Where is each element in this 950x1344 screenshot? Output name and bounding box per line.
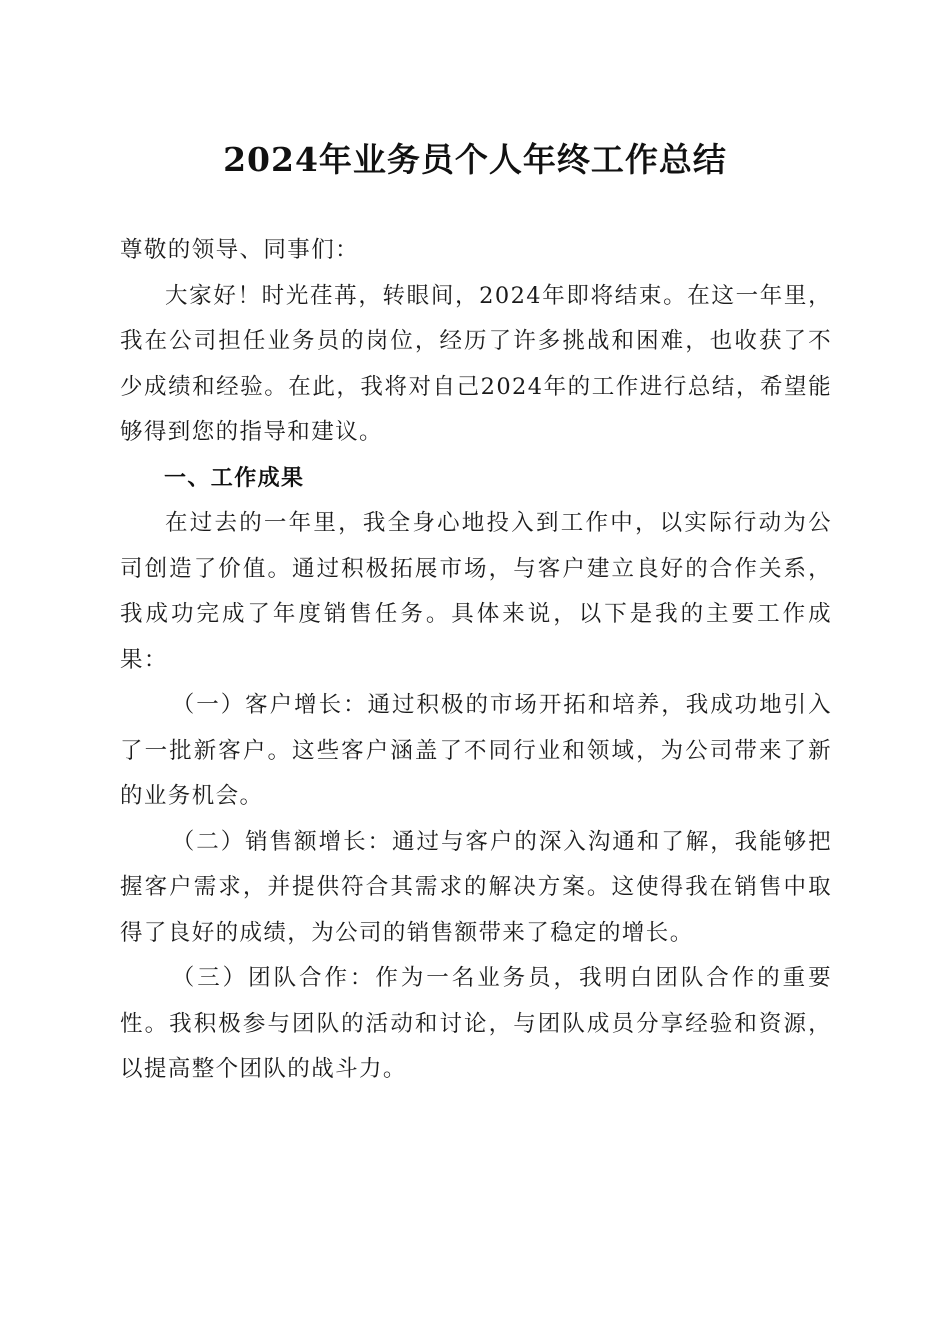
salutation: 尊敬的领导、同事们： bbox=[120, 237, 360, 263]
list-item: （三）团队合作：作为一名业务员，我明白团队合作的重要性。我积极参与团队的活动和讨论，与团队成员分享经验和资源，以提高整个团队的战斗力。 bbox=[120, 965, 832, 1082]
section-intro-paragraph: 在过去的一年里，我全身心地投入到工作中，以实际行动为公司创造了价值。通过积极拓展市场，与客户建立良好的合作关系，我成功完成了年度销售任务。具体来说，以下是我的主要工作成果： bbox=[120, 510, 832, 673]
intro-paragraph: 大家好！时光荏苒，转眼间，2024年即将结束。在这一年里，我在公司担任业务员的岗位，经历了许多挑战和困难，也收获了不少成绩和经验。在此，我将对自己2024年的工作进行总结，希望能够得到您的指导和建议。 bbox=[120, 282, 832, 445]
list-item: （二）销售额增长：通过与客户的深入沟通和了解，我能够把握客户需求，并提供符合其需求的解决方案。这使得我在销售中取得了良好的成绩，为公司的销售额带来了稳定的增长。 bbox=[120, 828, 832, 946]
document-title: 2024年业务员个人年终工作总结 bbox=[223, 140, 727, 179]
list-item: （一）客户增长：通过积极的市场开拓和培养，我成功地引入了一批新客户。这些客户涵盖了不同行业和领域，为公司带来了新的业务机会。 bbox=[120, 692, 832, 809]
document-body bbox=[120, 228, 832, 1093]
section-heading: 一、工作成果 bbox=[164, 465, 305, 491]
